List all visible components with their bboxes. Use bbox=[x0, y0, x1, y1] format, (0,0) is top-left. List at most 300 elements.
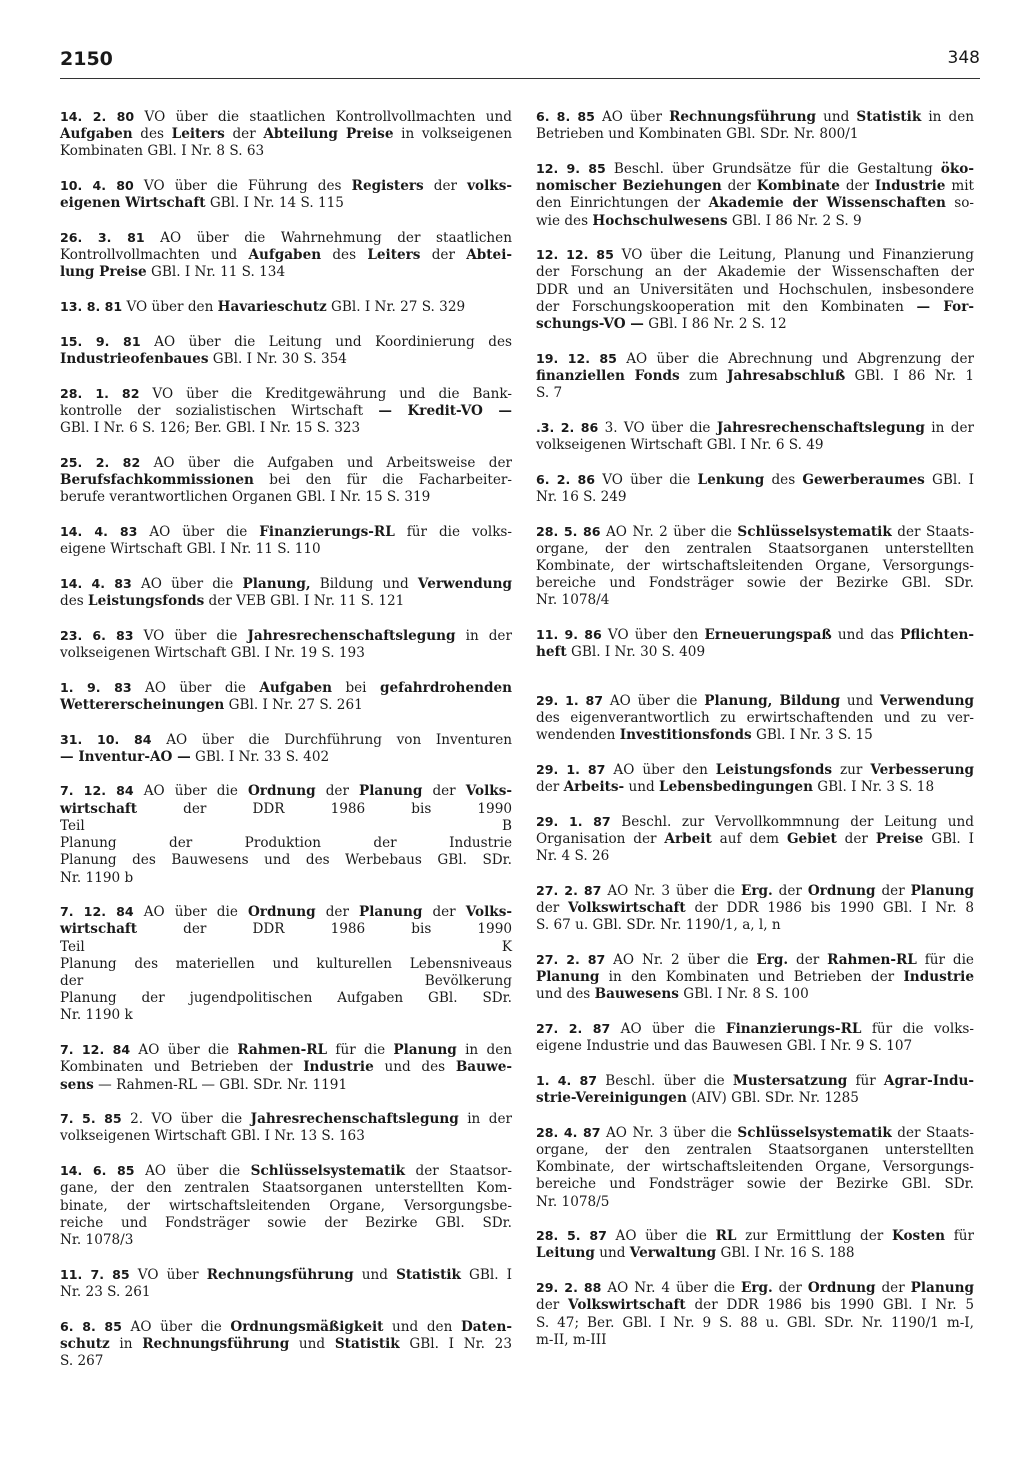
list-item bbox=[60, 454, 512, 507]
entry-text: der bbox=[224, 126, 264, 143]
keyword-text: Agrar-Indu- bbox=[883, 1072, 974, 1089]
entry-text: eigene Industrie und das Bauwesen GBl. I Nr. 9 S. 107 bbox=[536, 1038, 913, 1055]
keyword-text: Pflichten- bbox=[900, 627, 974, 644]
keyword-text: Lenkung bbox=[697, 471, 765, 488]
entry-text: der bbox=[772, 1280, 808, 1297]
entry-text: und bbox=[624, 778, 660, 795]
entry-text: VO über die bbox=[595, 471, 698, 488]
right-column bbox=[536, 108, 974, 1365]
entry-text: S. 267 bbox=[60, 1352, 104, 1369]
entry-text: und bbox=[816, 109, 857, 125]
keyword-text: — For- bbox=[916, 298, 975, 315]
entry-text: der Forschung an der Akademie der Wissenschaften der bbox=[536, 264, 974, 281]
entry-line bbox=[536, 437, 974, 454]
entry-date: 6. 2. 86 bbox=[536, 471, 596, 487]
entry-line bbox=[60, 351, 512, 368]
keyword-text: Mustersatzung bbox=[732, 1072, 848, 1089]
keyword-text: eigenen Wirtschaft bbox=[60, 195, 206, 212]
keyword-text: Rechnungsführung bbox=[669, 109, 817, 125]
entry-date: 6. 8. 85 bbox=[536, 109, 595, 124]
entry-date: 7. 12. 84 bbox=[60, 1042, 131, 1058]
entry-text: GBl. I Nr. 23 bbox=[399, 1335, 512, 1352]
entry-text: GBl. I Nr. 6 S. 126; Ber. GBl. I Nr. 15 S. 323 bbox=[60, 420, 361, 437]
entry-text: GBl. I Nr. 27 S. 261 bbox=[224, 696, 363, 713]
entry-line bbox=[60, 108, 512, 126]
entry-date: 11. 7. 85 bbox=[60, 1266, 130, 1282]
entry-date: 19. 12. 85 bbox=[536, 350, 617, 366]
entry-line bbox=[60, 1128, 512, 1145]
keyword-text: Jahresrechenschaftslegung bbox=[247, 627, 456, 644]
entry-line bbox=[536, 1315, 974, 1332]
entry-line bbox=[60, 921, 512, 938]
entry-date: 10. 4. 80 bbox=[60, 178, 134, 194]
keyword-text: Planung bbox=[536, 969, 600, 986]
entry-text: VO über die Führung des bbox=[133, 178, 352, 195]
list-item bbox=[60, 385, 512, 438]
keyword-text: Bauwe- bbox=[455, 1059, 512, 1076]
entry-text: VO über die Leitung, Planung und Finanzierung bbox=[613, 247, 974, 264]
list-item bbox=[60, 1041, 512, 1094]
entry-text: in volkseigenen bbox=[393, 126, 512, 143]
entry-text: Nr. 16 S. 249 bbox=[536, 488, 627, 505]
entry-date: 7. 5. 85 bbox=[60, 1111, 122, 1127]
entry-text: der bbox=[839, 178, 875, 195]
entry-text: der bbox=[836, 830, 876, 847]
keyword-text: Hochschulwesens bbox=[592, 212, 728, 229]
list-item bbox=[536, 471, 974, 506]
entry-line bbox=[536, 848, 974, 865]
entry-text: VO über den bbox=[601, 627, 705, 644]
keyword-text: Gebiet bbox=[786, 830, 837, 847]
entry-text: in bbox=[109, 1335, 143, 1352]
entry-text: und bbox=[353, 1266, 397, 1283]
entry-text: AO über die bbox=[130, 1042, 238, 1059]
keyword-text: Schlüsselsystematik bbox=[737, 523, 892, 540]
entry-text: für bbox=[847, 1072, 884, 1089]
keyword-text: Industrie bbox=[903, 969, 974, 986]
entry-text: organe, der den zentralen Staatsorganen unterstellten bbox=[536, 1141, 974, 1158]
entry-line bbox=[536, 213, 974, 230]
entry-date: 29. 1. 87 bbox=[536, 813, 611, 829]
keyword-text: Ordnung bbox=[247, 904, 316, 921]
keyword-text: Statistik bbox=[396, 1266, 461, 1283]
entry-line bbox=[536, 419, 974, 437]
keyword-text: Wettererscheinungen bbox=[60, 696, 225, 713]
entry-line bbox=[60, 1041, 512, 1059]
entry-text: mit bbox=[945, 178, 975, 195]
list-item bbox=[536, 419, 974, 454]
entry-line bbox=[536, 178, 974, 195]
entry-text: AO über die bbox=[131, 575, 243, 592]
entry-line bbox=[60, 177, 512, 195]
keyword-text: Rahmen-RL bbox=[237, 1042, 328, 1059]
entry-line bbox=[60, 1266, 512, 1284]
entry-line bbox=[60, 229, 512, 247]
keyword-text: Schlüsselsystematik bbox=[737, 1124, 892, 1141]
entry-line bbox=[60, 523, 512, 541]
entry-text: bereiche und Fondsträger sowie der Bezirke GBl. SDr. bbox=[536, 1176, 974, 1193]
page-header bbox=[60, 46, 980, 79]
keyword-text: Abtei- bbox=[466, 247, 513, 264]
keyword-text: Jahresrechenschaftslegung bbox=[250, 1111, 459, 1128]
entry-text: zur Ermittlung der bbox=[736, 1228, 892, 1245]
entry-line bbox=[60, 679, 512, 697]
entry-line bbox=[60, 818, 512, 835]
entry-date: 28. 5. 87 bbox=[536, 1228, 607, 1244]
entry-text: Nr. 1078/3 bbox=[60, 1231, 134, 1248]
keyword-text: Erneuerungspaß bbox=[704, 627, 832, 644]
entry-text: des bbox=[321, 247, 368, 264]
keyword-text: Arbeits- bbox=[563, 778, 625, 795]
entry-text: AO Nr. 2 über die bbox=[600, 523, 738, 540]
keyword-text: Ordnung bbox=[807, 1280, 876, 1297]
entry-line bbox=[60, 420, 512, 437]
entry-text: Kontrollvollmachten und bbox=[60, 247, 249, 264]
entry-text: volkseigenen Wirtschaft GBl. I Nr. 13 S. 163 bbox=[60, 1128, 365, 1145]
entry-text: GBl. I Nr. 3 S. 18 bbox=[812, 778, 935, 795]
entry-line bbox=[60, 852, 512, 869]
keyword-text: Akademie der Wissenschaften bbox=[708, 195, 946, 212]
entry-text: AO über die Abrechnung und Abgrenzung der bbox=[616, 350, 974, 367]
list-item bbox=[536, 1227, 974, 1262]
list-item bbox=[536, 626, 974, 661]
keyword-text: Planung, Bildung bbox=[704, 692, 841, 709]
entry-date: 27. 2. 87 bbox=[536, 951, 606, 967]
entry-text: Nr. 1078/5 bbox=[536, 1193, 610, 1210]
entry-date: 29. 1. 87 bbox=[536, 761, 606, 777]
keyword-text: Statistik bbox=[334, 1335, 400, 1352]
entry-text: AO über den bbox=[605, 761, 716, 778]
keyword-text: — Inventur-AO — bbox=[60, 748, 191, 765]
keyword-text: nomischer Beziehungen bbox=[536, 178, 722, 195]
list-item bbox=[536, 813, 974, 866]
entry-line bbox=[536, 246, 974, 264]
keyword-text: Schlüsselsystematik bbox=[250, 1163, 406, 1180]
entry-line bbox=[536, 1279, 974, 1297]
entry-text: der DDR 1986 bis 1990 bbox=[137, 921, 512, 938]
entry-text: eigene Wirtschaft GBl. I Nr. 11 S. 110 bbox=[60, 541, 321, 558]
entry-date: .3. 2. 86 bbox=[536, 419, 599, 435]
entry-line bbox=[60, 645, 512, 662]
entry-text: Planung der jugendpolitischen Aufgaben GBl. SDr. bbox=[60, 990, 512, 1007]
entry-text: der bbox=[536, 899, 569, 916]
entry-line bbox=[536, 813, 974, 831]
entry-line bbox=[60, 264, 512, 281]
keyword-text: Finanzierungs-RL bbox=[725, 1020, 862, 1037]
entry-text: GBl. I 86 Nr. 2 S. 12 bbox=[643, 316, 787, 333]
entry-text: GBl. I bbox=[923, 830, 974, 847]
keyword-text: Volks- bbox=[465, 783, 512, 800]
page-number-right: 348 bbox=[947, 48, 980, 68]
entry-date: 7. 12. 84 bbox=[60, 783, 134, 799]
entry-text: in den Kombinaten und Betrieben der bbox=[599, 969, 904, 986]
keyword-text: Verwendung bbox=[417, 575, 513, 592]
entry-line bbox=[60, 1215, 512, 1232]
keyword-text: Industrieofenbaues bbox=[60, 351, 209, 368]
entry-text: VO über die bbox=[133, 627, 248, 644]
keyword-text: Leiters bbox=[367, 247, 421, 264]
list-item bbox=[536, 1020, 974, 1055]
entry-line bbox=[536, 195, 974, 212]
list-item bbox=[536, 350, 974, 403]
entry-line bbox=[536, 108, 974, 126]
entry-text: der bbox=[536, 1297, 569, 1314]
entry-text: S. 47; Ber. GBl. I Nr. 9 S. 88 u. GBl. SDr. Nr. 1190/1 m-I, bbox=[536, 1314, 974, 1331]
entry-text: AO über die bbox=[134, 1163, 251, 1180]
entry-line bbox=[536, 644, 974, 661]
entry-date: 29. 1. 87 bbox=[536, 692, 604, 708]
entry-line bbox=[536, 299, 974, 316]
entry-text: der Forschungskooperation mit den Kombinaten bbox=[536, 298, 917, 315]
entry-text: der Staats- bbox=[891, 523, 975, 540]
keyword-text: heft bbox=[536, 644, 567, 661]
keyword-text: Industrie bbox=[303, 1059, 374, 1076]
entry-text: Nr. 1190 b bbox=[60, 869, 134, 886]
entry-text: Beschl. über Grundsätze für die Gestaltung bbox=[605, 160, 941, 177]
entry-text: Beschl. zur Vervollkommnung der Leitung und bbox=[610, 813, 974, 830]
keyword-text: Rechnungsführung bbox=[142, 1335, 290, 1352]
entry-text: Nr. 23 S. 261 bbox=[60, 1283, 151, 1300]
entry-line bbox=[536, 592, 974, 609]
keyword-text: lung Preise bbox=[60, 264, 147, 281]
entry-text: 3. VO über die bbox=[598, 419, 717, 436]
entry-line bbox=[60, 126, 512, 143]
entry-text: GBl. I Nr. 11 S. 134 bbox=[146, 264, 286, 281]
entry-line bbox=[60, 903, 512, 921]
entry-date: 23. 6. 83 bbox=[60, 627, 134, 643]
list-item bbox=[60, 108, 512, 161]
entry-text: organe, der den zentralen Staatsorganen unterstellten bbox=[536, 540, 974, 557]
entry-text: zum bbox=[679, 367, 728, 384]
list-item bbox=[60, 903, 512, 1024]
entry-line bbox=[536, 1227, 974, 1245]
entry-line bbox=[60, 454, 512, 472]
entry-date: 1. 9. 83 bbox=[60, 679, 132, 695]
entry-text: m-II, m-III bbox=[536, 1331, 607, 1348]
entry-text: der DDR 1986 bis 1990 bbox=[137, 800, 512, 817]
entry-date: 26. 3. 81 bbox=[60, 230, 145, 246]
list-item bbox=[60, 1162, 512, 1249]
list-item bbox=[60, 523, 512, 558]
entry-text: AO Nr. 3 über die bbox=[601, 882, 741, 899]
entry-text: — Rahmen-RL — GBl. SDr. Nr. 1191 bbox=[93, 1076, 348, 1093]
entry-text: gane, der den zentralen Staatsorganen unterstellten Kom- bbox=[60, 1180, 512, 1197]
entry-text: und des bbox=[536, 986, 595, 1003]
entry-line bbox=[60, 1336, 512, 1353]
entry-text: Kombinate, der wirtschaftsleitenden Organe, Versorgungs- bbox=[536, 558, 974, 575]
keyword-text: Preise bbox=[875, 830, 924, 847]
entry-line bbox=[536, 831, 974, 848]
left-column bbox=[60, 108, 512, 1387]
list-item bbox=[536, 246, 974, 333]
entry-text: AO über die Wahrnehmung der staatlichen bbox=[144, 230, 512, 247]
entry-line bbox=[60, 403, 512, 420]
entry-line bbox=[60, 835, 512, 852]
entry-date: 25. 2. 82 bbox=[60, 454, 141, 470]
list-item bbox=[60, 333, 512, 368]
entry-text: in den bbox=[456, 1042, 512, 1059]
entry-line bbox=[60, 1318, 512, 1336]
entry-text: Organisation der bbox=[536, 830, 665, 847]
entry-text: der bbox=[315, 783, 360, 800]
entry-line bbox=[536, 1159, 974, 1176]
keyword-text: Verwendung bbox=[879, 692, 974, 709]
entry-text: für bbox=[945, 1228, 974, 1245]
list-item bbox=[536, 951, 974, 1004]
entry-text: GBl. I bbox=[924, 471, 975, 488]
entry-text: der bbox=[721, 178, 757, 195]
keyword-text: Planung bbox=[359, 904, 423, 921]
list-item bbox=[60, 1110, 512, 1145]
entry-text: AO über die bbox=[603, 692, 705, 709]
entry-text: volkseigenen Wirtschaft GBl. I Nr. 19 S. 193 bbox=[60, 644, 365, 661]
entry-text: und des bbox=[373, 1059, 456, 1076]
entry-line bbox=[536, 626, 974, 644]
entry-line bbox=[60, 489, 512, 506]
entry-text: AO über bbox=[594, 109, 670, 125]
entry-text: und bbox=[594, 1245, 630, 1262]
keyword-text: gefahrdrohenden bbox=[379, 679, 513, 696]
entry-date: 12. 9. 85 bbox=[536, 160, 606, 176]
entry-line bbox=[60, 1007, 512, 1024]
entry-line bbox=[60, 627, 512, 645]
entry-text: Kombinaten GBl. I Nr. 8 S. 63 bbox=[60, 143, 265, 160]
entry-date: 1. 4. 87 bbox=[536, 1072, 598, 1088]
entry-line bbox=[60, 870, 512, 887]
entry-line bbox=[536, 1072, 974, 1090]
entry-line bbox=[536, 951, 974, 969]
entry-text: für die volks- bbox=[394, 523, 512, 540]
entry-text: AO über die bbox=[133, 783, 248, 800]
entry-text: S. 7 bbox=[536, 385, 563, 402]
list-item bbox=[60, 782, 512, 886]
entry-line bbox=[536, 1194, 974, 1211]
keyword-text: Statistik bbox=[856, 109, 922, 125]
entry-line bbox=[60, 956, 512, 973]
list-item bbox=[536, 1072, 974, 1107]
keyword-text: schungs-VO — bbox=[536, 316, 644, 333]
entry-text: der bbox=[875, 882, 911, 899]
entry-date: 11. 9. 86 bbox=[536, 627, 602, 643]
entry-text: AO über die Aufgaben und Arbeitsweise der bbox=[140, 454, 512, 471]
keyword-text: Industrie bbox=[874, 178, 946, 195]
entry-date: 13. 8. 81 bbox=[60, 299, 123, 315]
keyword-text: — Kredit-VO — bbox=[378, 402, 513, 419]
entry-line bbox=[536, 160, 974, 178]
keyword-text: Leitung bbox=[536, 1245, 595, 1262]
keyword-text: wirtschaft bbox=[60, 921, 138, 938]
keyword-text: Bauwesens bbox=[594, 986, 679, 1003]
entry-text: GBl. I Nr. 14 S. 115 bbox=[205, 195, 344, 212]
entry-date: 27. 2. 87 bbox=[536, 882, 602, 898]
keyword-text: Ordnungsmäßigkeit bbox=[230, 1318, 384, 1335]
entry-date: 14. 6. 85 bbox=[60, 1163, 135, 1179]
keyword-text: Leistungsfonds bbox=[715, 761, 832, 778]
entry-text: S. 67 u. GBl. SDr. Nr. 1190/1, a, l, n bbox=[536, 917, 781, 934]
entry-text: der bbox=[788, 951, 828, 968]
keyword-text: Kosten bbox=[891, 1228, 946, 1245]
list-item bbox=[536, 1279, 974, 1349]
entry-text: VO über den bbox=[122, 299, 218, 316]
entry-text: VO über die staatlichen Kontrollvollmachten und bbox=[134, 109, 513, 125]
entry-text: in der bbox=[458, 1111, 512, 1128]
entry-text: GBl. I Nr. 8 S. 100 bbox=[678, 986, 809, 1003]
entry-text: GBl. I Nr. 27 S. 329 bbox=[326, 299, 466, 316]
keyword-text: volks- bbox=[467, 178, 512, 195]
list-item bbox=[536, 692, 974, 745]
entry-text: der bbox=[423, 178, 468, 195]
entry-text: reiche und Fondsträger sowie der Bezirke GBl. SDr. bbox=[60, 1214, 512, 1231]
entry-date: 29. 2. 88 bbox=[536, 1280, 602, 1296]
entry-text: Teil K bbox=[60, 938, 512, 955]
entry-text: der bbox=[422, 783, 466, 800]
list-item bbox=[60, 1318, 512, 1371]
entry-line bbox=[60, 1180, 512, 1197]
entry-text: der VEB GBl. I Nr. 11 S. 121 bbox=[204, 593, 405, 610]
keyword-text: wirtschaft bbox=[60, 800, 138, 817]
keyword-text: Leiters bbox=[171, 126, 225, 143]
entry-text: GBl. I 86 Nr. 1 bbox=[845, 367, 974, 384]
entry-text: Teil B bbox=[60, 817, 512, 834]
entry-date: 12. 12. 85 bbox=[536, 247, 614, 263]
entry-line bbox=[60, 973, 512, 990]
keyword-text: Abteilung Preise bbox=[263, 126, 394, 143]
entry-line bbox=[536, 900, 974, 917]
entry-line bbox=[536, 710, 974, 727]
entry-date: 27. 2. 87 bbox=[536, 1020, 611, 1036]
list-item bbox=[536, 761, 974, 796]
entry-text: Kombinate, der wirtschaftsleitenden Organe, Versorgungs- bbox=[536, 1159, 974, 1176]
keyword-text: strie-Vereinigungen bbox=[536, 1090, 687, 1107]
entry-line bbox=[536, 1090, 974, 1107]
entry-text: AO über die bbox=[131, 679, 260, 696]
keyword-text: Rahmen-RL bbox=[827, 951, 917, 968]
entry-text: wie des bbox=[536, 212, 593, 229]
keyword-text: Rechnungsführung bbox=[206, 1266, 354, 1283]
keyword-text: schutz bbox=[60, 1335, 110, 1352]
entry-line bbox=[536, 1332, 974, 1349]
keyword-text: Verwaltung bbox=[629, 1245, 717, 1262]
keyword-text: Gewerberaumes bbox=[802, 471, 925, 488]
entry-line bbox=[536, 1124, 974, 1142]
keyword-text: Volkswirtschaft bbox=[568, 899, 686, 916]
entry-text: so- bbox=[945, 195, 974, 212]
entry-text: der DDR 1986 bis 1990 GBl. I Nr. 5 bbox=[685, 1297, 974, 1314]
entry-text: der bbox=[420, 247, 467, 264]
entry-text: GBl. I 86 Nr. 2 S. 9 bbox=[727, 212, 862, 229]
entry-date: 31. 10. 84 bbox=[60, 731, 152, 747]
entry-text: des bbox=[764, 471, 803, 488]
entry-line bbox=[536, 126, 974, 143]
list-item bbox=[60, 177, 512, 212]
entry-text: kontrolle der sozialistischen Wirtschaft bbox=[60, 402, 379, 419]
entry-text: und bbox=[840, 692, 880, 709]
entry-text: VO über bbox=[129, 1266, 207, 1283]
entry-text: und den bbox=[383, 1318, 461, 1335]
entry-text: zur bbox=[831, 761, 871, 778]
keyword-text: Planung bbox=[359, 783, 423, 800]
entry-line bbox=[60, 731, 512, 749]
entry-text: der bbox=[875, 1280, 911, 1297]
entry-text: GBl. I Nr. 3 S. 15 bbox=[751, 726, 873, 743]
entry-text: AO Nr. 4 über die bbox=[601, 1280, 741, 1297]
entry-text: AO über die bbox=[137, 523, 260, 540]
entry-line bbox=[60, 1077, 512, 1094]
entry-line bbox=[536, 316, 974, 333]
entry-text: Nr. 4 S. 26 bbox=[536, 848, 610, 864]
entry-text: und das bbox=[831, 627, 901, 644]
entry-line bbox=[536, 1297, 974, 1314]
